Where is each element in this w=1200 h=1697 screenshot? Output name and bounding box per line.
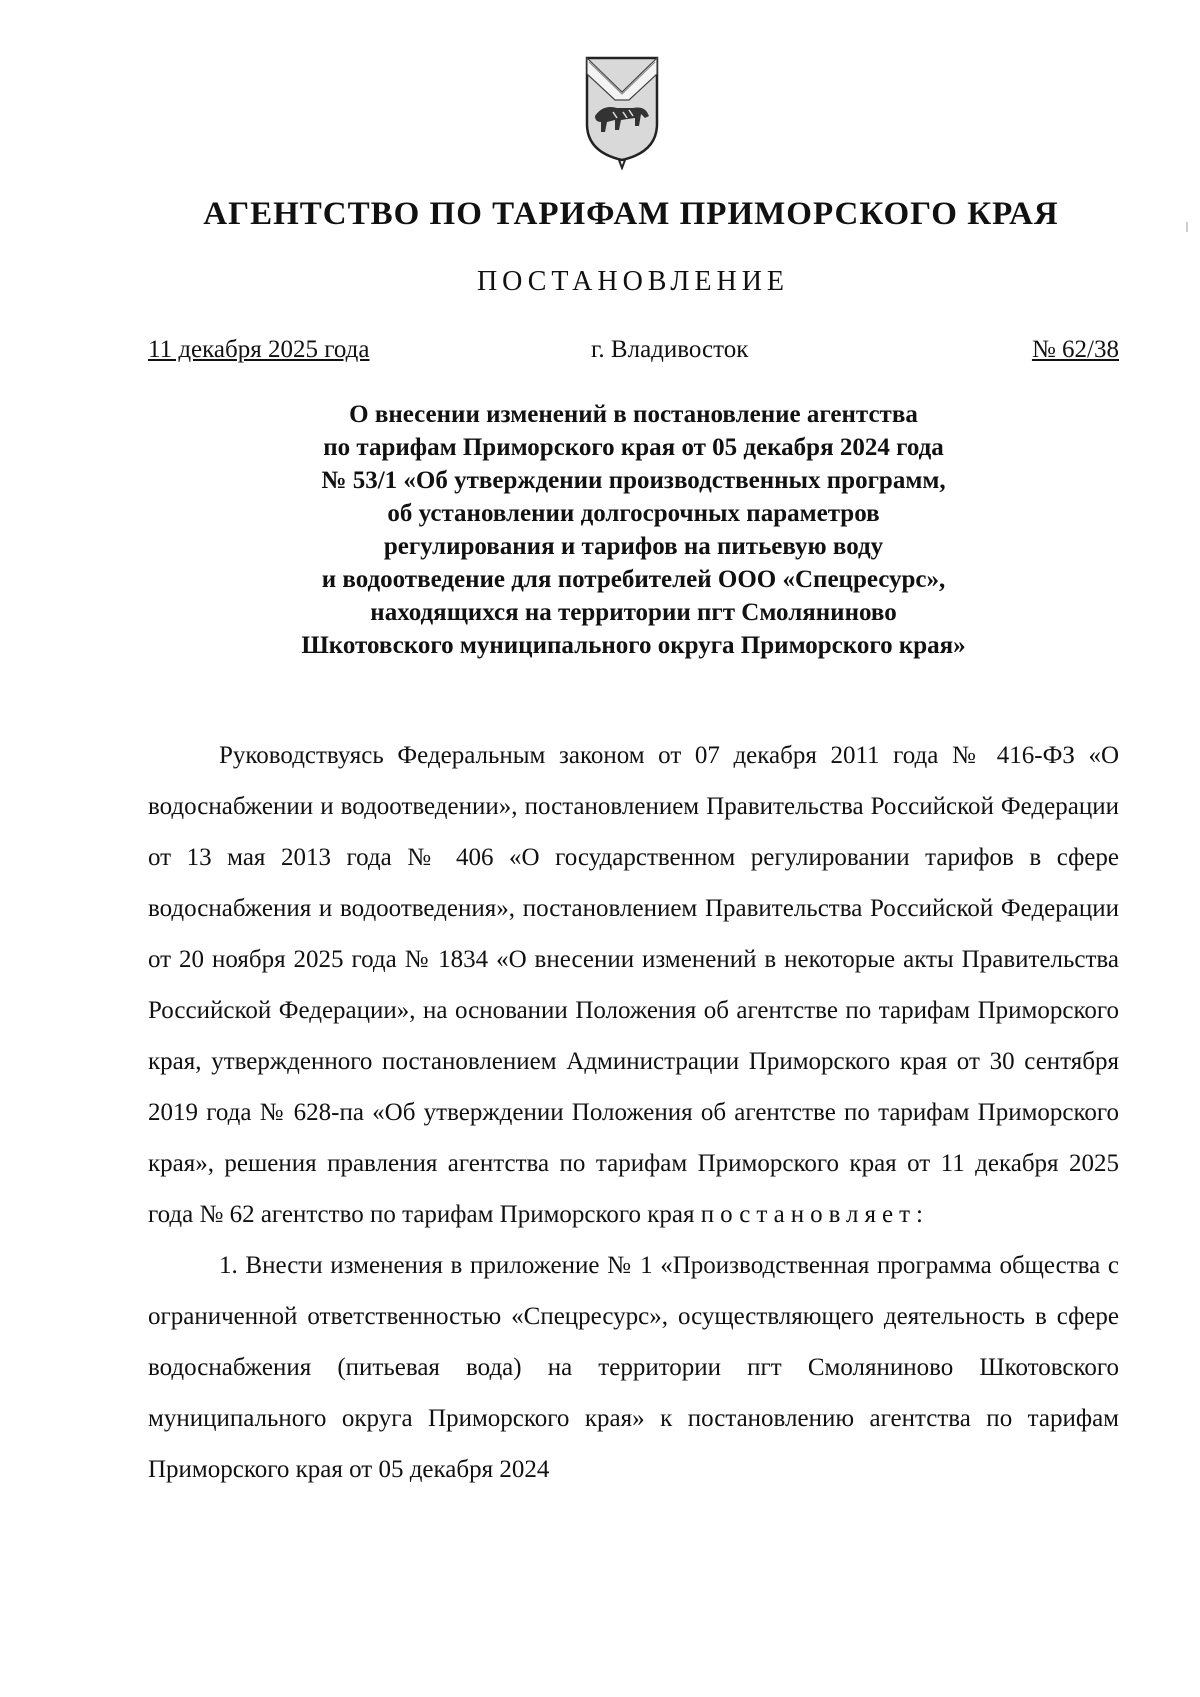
- preamble-paragraph: [148, 730, 1119, 1240]
- title-line: О внесении изменений в постановление агентства: [349, 401, 918, 428]
- document-city: г. Владивосток: [591, 336, 749, 363]
- title-line: по тарифам Приморского края от 05 декабря 2024 года: [323, 434, 944, 461]
- resolves-word: постановляет:: [700, 1201, 929, 1228]
- document-title: [148, 398, 1119, 662]
- title-line: об установлении долгосрочных параметров: [387, 500, 880, 527]
- document-body: [148, 730, 1119, 1495]
- title-line: № 53/1 «Об утверждении производственных программ,: [321, 467, 946, 494]
- title-line: Шкотовского муниципального округа Приморского края»: [301, 632, 966, 659]
- coat-of-arms-icon: [583, 52, 661, 170]
- title-line: регулирования и тарифов на питьевую воду: [383, 533, 884, 560]
- document-date: 11 декабря 2025 года: [148, 336, 370, 363]
- document-type: ПОСТАНОВЛЕНИЕ: [476, 266, 790, 297]
- title-line: и водоотведение для потребителей ООО «Спецресурс»,: [321, 566, 946, 593]
- document-number: № 62/38: [1031, 336, 1119, 363]
- title-line: находящихся на территории пгт Смоляниново: [370, 599, 897, 626]
- clause-1-paragraph: 1. Внести изменения в приложение № 1 «Производственная программа общества с ограниченной ответственностью «Спецресурс», осуществляющего деятельность в сфере водоснабжения (питьевая вода) на территории пгт Смоляниново Шкотовского муниципального округа Приморского края» к постановлению агентства по тарифам Приморского края от 05 декабря 2024: [148, 1252, 1119, 1483]
- preamble-text: Руководствуясь Федеральным законом от 07 декабря 2011 года № 416-ФЗ «О водоснабжении и водоотведении», постановлением Правительства Российской Федерации от 13 мая 2013 года № 406 «О государственном регулировании тарифов в сфере водоснабжения и водоотведения», постановлением Правительства Российской Федерации от 20 ноября 2025 года № 1834 «О внесении изменений в некоторые акты Правительства Российской Федерации», на основании Положения об агентстве по тарифам Приморского края, утвержденного постановлением Администрации Приморского края от 30 сентября 2019 года № 628-па «Об утверждении Положения об агентстве по тарифам Приморского края», решения правления агентства по тарифам Приморского края от 11 декабря 2025 года № 62 агентство по тарифам Приморского края: [148, 742, 1119, 1228]
- agency-name: АГЕНТСТВО ПО ТАРИФАМ ПРИМОРСКОГО КРАЯ: [203, 196, 1059, 232]
